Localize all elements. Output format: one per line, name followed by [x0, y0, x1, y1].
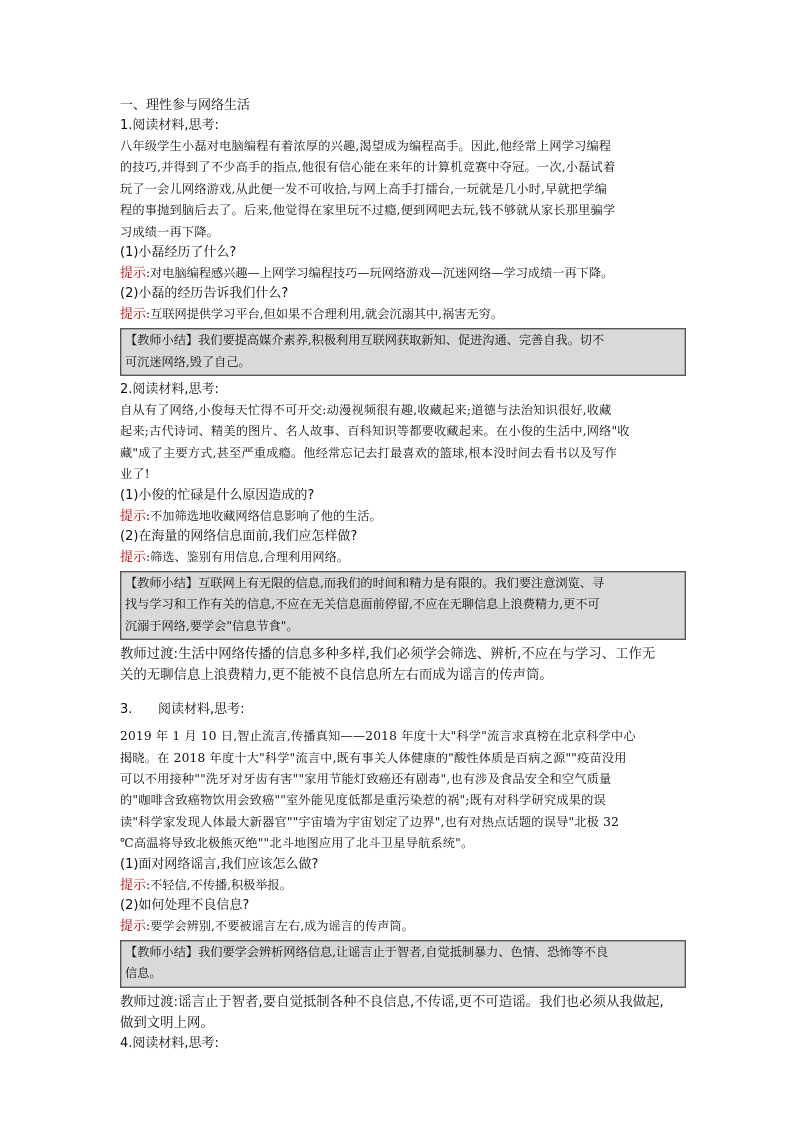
s3-material-line: 可以不用接种""洗牙对牙齿有害""家用节能灯致癌还有剧毒",也有涉及食品安全和空气质量 [120, 771, 612, 786]
s2-hint-1 [120, 506, 686, 527]
s2-title: 2.阅读材料,思考: [120, 382, 219, 398]
summary-line: 找与学习和工作有关的信息,不应在无关信息面前停留,不应在无聊信息上浪费精力,更不可 [125, 597, 600, 612]
hint-key: 提示 [120, 266, 147, 282]
s3-hint-2 [120, 916, 686, 937]
s1-question-1: (1)小磊经历了什么? [120, 245, 237, 261]
s4-title: 4.阅读材料,思考: [120, 1035, 219, 1051]
transition-line: 关的无聊信息上浪费精力,更不能被不良信息所左右而成为谣言的传声筒。 [120, 668, 553, 684]
summary-line: 【教师小结】我们要学会辨析网络信息,让谣言止于智者,自觉抵制暴力、色情、恐怖等不良 [125, 944, 609, 959]
s2-material-line: 业了! [120, 467, 150, 482]
hint-text: :不轻信,不传播,积极举报。 [146, 877, 292, 892]
s3-material-line: 读"科学家发现人体最大新器官""宇宙墙为宇宙划定了边界",也有对热点话题的误导"北极 32 [120, 814, 620, 829]
section-heading: 一、理性参与网络生活 [120, 98, 251, 113]
s1-material-line: 的技巧,并得到了不少高手的指点,他很有信心能在来年的计算机竞赛中夺冠。一次,小磊试着 [120, 160, 616, 175]
s1-material-line: 程的事抛到脑后去了。后来,他觉得在家里玩不过瘾,便到网吧去玩,钱不够就从家长那里骗学 [120, 203, 616, 218]
s2-question-2: (2)在海量的网络信息面前,我们应怎样做? [120, 528, 358, 544]
s1-hint-2 [120, 304, 686, 325]
s1-teacher-summary [120, 328, 686, 376]
hint-text: :要学会辨别,不要被谣言左右,成为谣言的传声筒。 [146, 918, 414, 933]
hint-text: :筛选、鉴别有用信息,合理利用网络。 [146, 549, 349, 564]
document-page [120, 96, 686, 1054]
s3-title [120, 700, 686, 720]
hint-key: 提示 [120, 918, 147, 934]
s2-material-line: 起来;古代诗词、精美的图片、名人故事、百科知识等都要收藏起来。在小俊的生活中,网络"收 [120, 424, 630, 439]
summary-line: 沉溺于网络,要学会"信息节食"。 [125, 618, 299, 633]
s3-material-line: 揭晓。在 2018 年度十大"科学"流言中,既有事关人体健康的"酸性体质是百病之源""疫苗没用 [120, 750, 627, 765]
s1-material-line: 玩了一会儿网络游戏,从此便一发不可收拾,与网上高手打擂台,一玩就是几小时,早就把学编 [120, 181, 608, 196]
transition-line: 做到文明上网。 [120, 1015, 214, 1031]
transition-line: 教师过渡:谣言止于智者,要自觉抵制各种不良信息,不传谣,更不可造谣。我们也必须从我做起, [120, 994, 664, 1010]
hint-key: 提示 [120, 307, 147, 323]
hint-text: :对电脑编程感兴趣—上网学习编程技巧—玩网络游戏—沉迷网络—学习成绩一再下降。 [146, 266, 614, 281]
s1-material [120, 136, 686, 243]
hint-key: 提示 [120, 549, 147, 565]
summary-line: 【教师小结】我们要提高媒介素养,积极利用互联网获取新知、促进沟通、完善自我。切不 [125, 333, 605, 348]
transition-line: 教师过渡:生活中网络传播的信息多种多样,我们必须学会筛选、辨析,不应在与学习、工作无 [120, 647, 656, 663]
hint-key: 提示 [120, 877, 147, 893]
s2-question-1: (1)小俊的忙碌是什么原因造成的? [120, 487, 315, 503]
s1-material-line: 习成绩一再下降。 [120, 224, 220, 239]
s3-material [120, 726, 686, 854]
s3-teacher-summary [120, 940, 686, 988]
s2-hint-2 [120, 547, 686, 568]
s2-material [120, 400, 686, 486]
s2-material-line: 藏"成了主要方式,甚至严重成瘾。他经常忘记去打最喜欢的篮球,根本没时间去看书以及写作 [120, 445, 618, 460]
summary-line: 信息。 [125, 966, 162, 981]
s3-material-line: 的"咖啡含致癌物饮用会致癌""室外能见度低都是重污染惹的祸";既有对科学研究成果的误 [120, 793, 606, 808]
s1-material-line: 八年级学生小磊对电脑编程有着浓厚的兴趣,渴望成为编程高手。因此,他经常上网学习编程 [120, 139, 612, 153]
hint-text: :互联网提供学习平台,但如果不合理利用,就会沉溺其中,祸害无穷。 [146, 307, 503, 322]
s1-title: 1.阅读材料,思考: [120, 118, 219, 133]
s1-question-2: (2)小磊的经历告诉我们什么? [120, 286, 289, 302]
s3-question-1: (1)面对网络谣言,我们应该怎么做? [120, 856, 319, 872]
s3-material-line: ℃高温将导致北极熊灭绝""北斗地图应用了北斗卫星导航系统"。 [120, 836, 474, 851]
hint-text: :不加筛选地收藏网络信息影响了他的生活。 [146, 508, 382, 523]
s3-number: 3. [120, 702, 133, 718]
s3-teacher-transition [120, 992, 686, 1034]
s3-question-2: (2)如何处理不良信息? [120, 897, 250, 913]
summary-line: 可沉迷网络,毁了自己。 [125, 354, 251, 369]
s2-material-line: 自从有了网络,小俊每天忙得不可开交:动漫视频很有趣,收藏起来;道德与法治知识很好,收藏 [120, 403, 612, 418]
s2-teacher-summary [120, 571, 686, 641]
s3-title-text: 阅读材料,思考: [158, 702, 245, 718]
spacer [120, 686, 686, 700]
hint-key: 提示 [120, 508, 147, 524]
s1-hint-1 [120, 263, 686, 284]
s3-hint-1 [120, 875, 686, 896]
s2-teacher-transition [120, 644, 686, 686]
s3-material-line: 2019 年 1 月 10 日,智止流言,传播真知——2018 年度十大"科学"流言求真榜在北京科学中心 [120, 729, 636, 744]
summary-line: 【教师小结】互联网上有无限的信息,而我们的时间和精力是有限的。我们要注意浏览、寻 [125, 575, 605, 590]
